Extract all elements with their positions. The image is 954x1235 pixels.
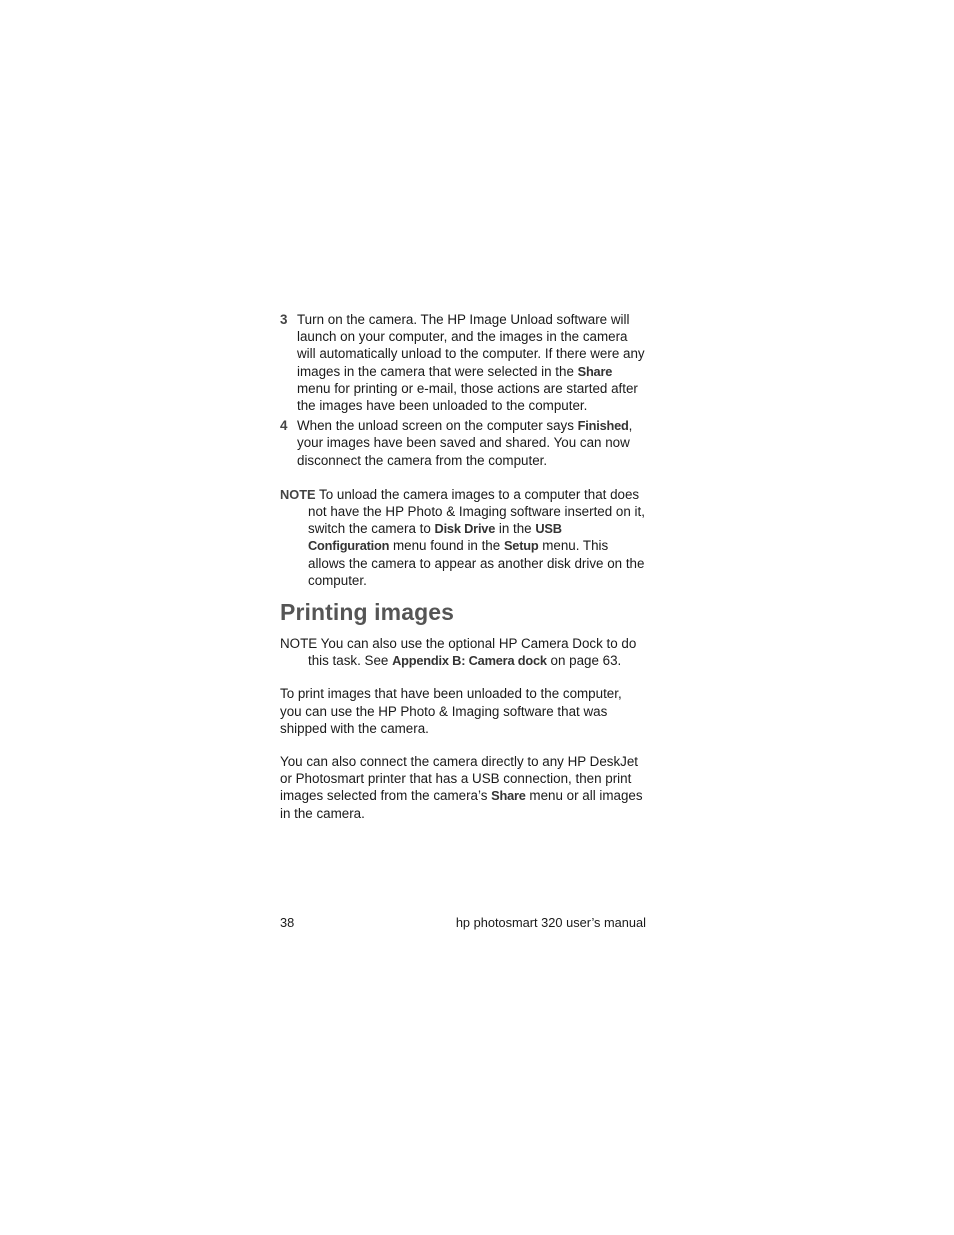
manual-title: hp photosmart 320 user’s manual — [455, 915, 646, 930]
ui-term-share: Share — [577, 363, 613, 379]
step-text: Turn on the camera. The HP Image Unload software will launch on your computer, and the images in the camera will automatically unload to the computer. If there were any images in the camera that were selected in the — [297, 312, 645, 379]
page-content — [280, 311, 646, 822]
ui-term-usb-configuration: USB Configuration — [308, 521, 562, 554]
paragraph-text: menu or all images in the camera. — [280, 788, 643, 821]
step-4 — [280, 417, 646, 469]
note-label: NOTE — [280, 636, 318, 652]
note-text: To unload the camera images to a computer that does not have the HP Photo & Imaging software inserted on it, switch the camera to — [308, 486, 645, 537]
appendix-reference: Appendix B: Camera dock — [392, 653, 547, 669]
ui-term-finished: Finished — [577, 418, 629, 434]
paragraph-print-software: To print images that have been unloaded to the computer, you can use the HP Photo & Imaging software that was shipped with the camera. — [280, 686, 622, 736]
section-heading: Printing images — [280, 599, 455, 626]
paragraph-direct-print — [280, 753, 646, 822]
step-text: When the unload screen on the computer says — [297, 418, 578, 434]
ui-term-disk-drive: Disk Drive — [434, 521, 496, 537]
note-text: You can also use the optional HP Camera Dock to do this task. See — [308, 636, 637, 669]
note-text: in the — [495, 521, 536, 537]
note-text: menu found in the — [389, 538, 504, 554]
ui-term-share: Share — [491, 788, 526, 804]
note-label: NOTE — [280, 486, 316, 502]
paragraph-text: You can also connect the camera directly to any HP DeskJet or Photosmart printer that has a USB connection, then print images selected from the camera’s — [280, 754, 639, 804]
page-number: 38 — [280, 915, 295, 930]
step-number: 4 — [280, 418, 288, 434]
step-text: , your images have been saved and shared. You can now disconnect the camera from the computer. — [297, 418, 633, 468]
ui-term-setup: Setup — [503, 538, 539, 554]
note-text: menu. This allows the camera to appear as another disk drive on the computer. — [308, 538, 645, 588]
step-number: 3 — [280, 312, 288, 327]
step-3 — [280, 311, 646, 414]
note-text: on page 63. — [546, 653, 622, 669]
note-camera-dock — [280, 635, 646, 669]
note-unload — [280, 486, 646, 589]
step-text: menu for printing or e-mail, those actions are started after the images have been unloaded to the computer. — [297, 380, 638, 414]
